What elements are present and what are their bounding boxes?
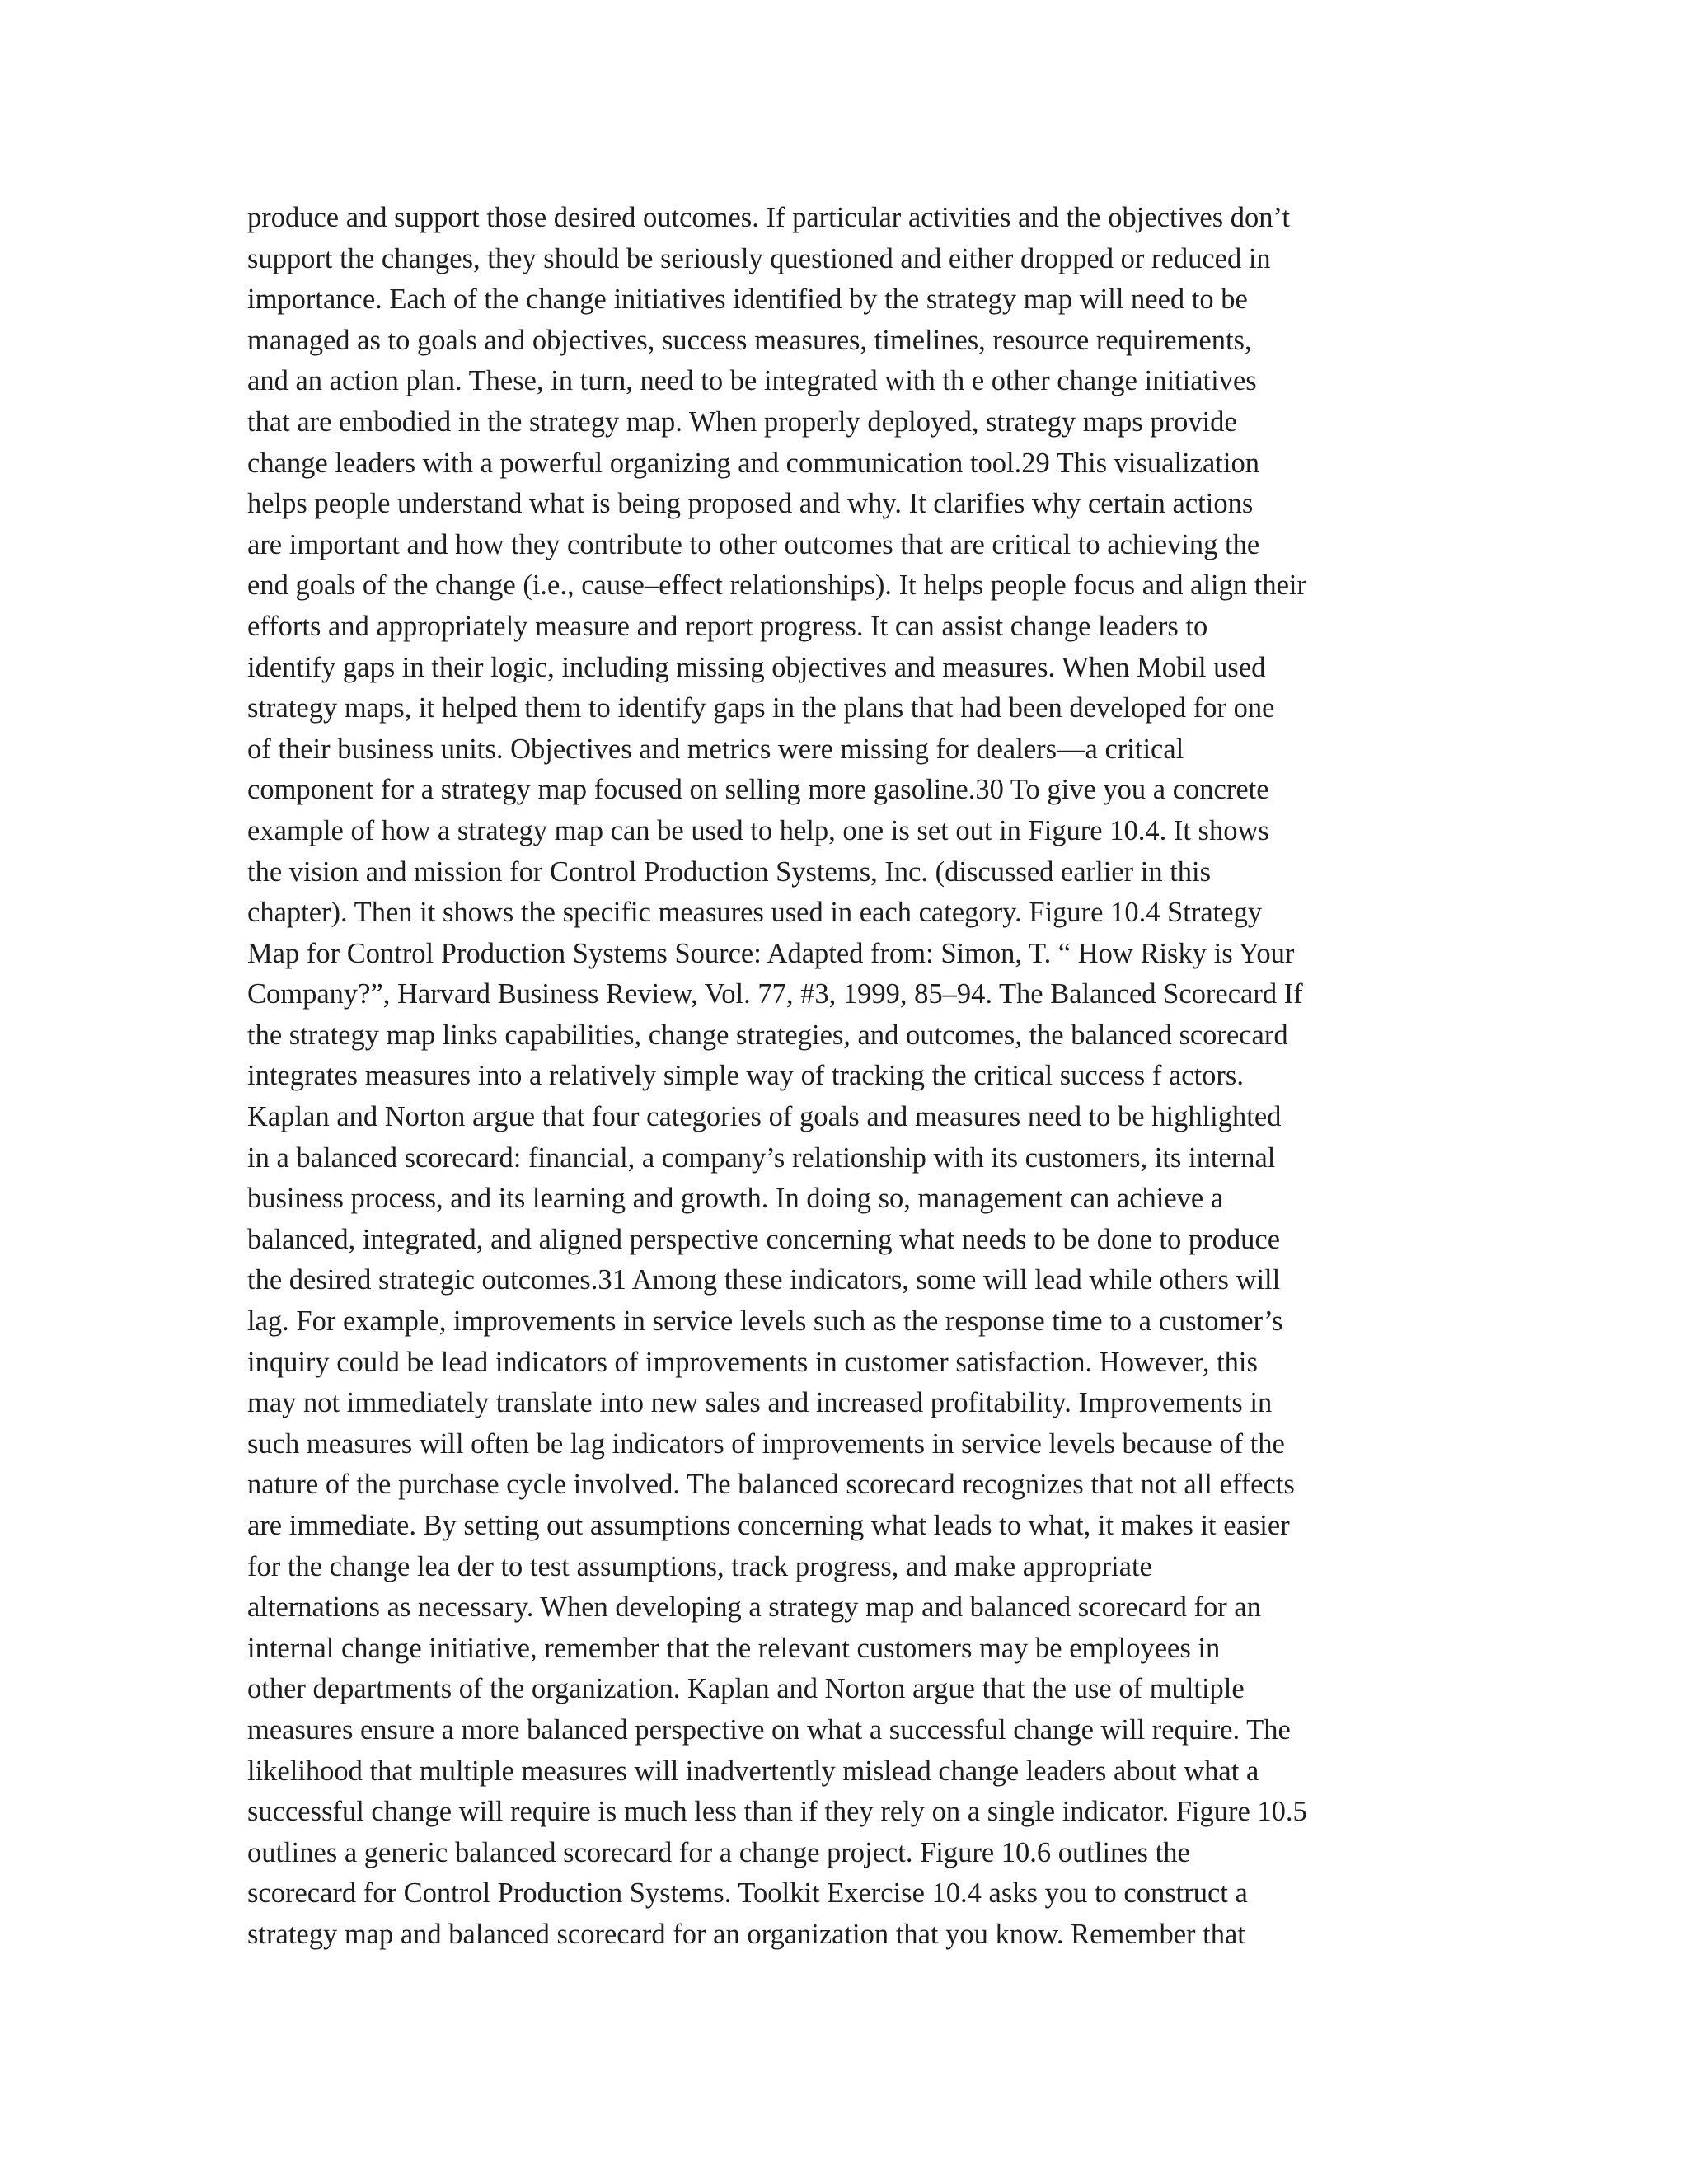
text-line: lag. For example, improvements in service levels such as the response time to a customer’s xyxy=(247,1305,1283,1338)
text-line: the vision and mission for Control Production Systems, Inc. (discussed earlier in this xyxy=(247,855,1212,888)
text-line: likelihood that multiple measures will inadvertently mislead change leaders about what a xyxy=(247,1755,1259,1787)
text-line: Kaplan and Norton argue that four categories of goals and measures need to be highlighted xyxy=(247,1101,1282,1133)
text-line: chapter). Then it shows the specific measures used in each category. Figure 10.4 Strategy xyxy=(247,897,1263,929)
text-line: that are embodied in the strategy map. When properly deployed, strategy maps provide xyxy=(247,405,1237,438)
text-line: business process, and its learning and growth. In doing so, management can achieve a xyxy=(247,1183,1224,1215)
text-line: managed as to goals and objectives, success measures, timelines, resource requirements, xyxy=(247,324,1252,356)
text-line: scorecard for Control Production Systems. Toolkit Exercise 10.4 asks you to construct a xyxy=(247,1877,1248,1910)
text-line: produce and support those desired outcomes. If particular activities and the objectives don’t xyxy=(247,202,1290,233)
text-line: Map for Control Production Systems Source: Adapted from: Simon, T. “ How Risky is Your xyxy=(247,937,1295,969)
text-line: efforts and appropriately measure and report progress. It can assist change leaders to xyxy=(247,610,1208,642)
text-line: are immediate. By setting out assumptions concerning what leads to what, it makes it easier xyxy=(247,1510,1290,1541)
text-line: inquiry could be lead indicators of improvements in customer satisfaction. However, this xyxy=(247,1346,1258,1378)
text-line: importance. Each of the change initiatives identified by the strategy map will need to be xyxy=(247,284,1248,316)
text-line: and an action plan. These, in turn, need to be integrated with th e other change initiatives xyxy=(247,365,1257,397)
text-line: alternations as necessary. When developing a strategy map and balanced scorecard for an xyxy=(247,1591,1261,1624)
text-line: balanced, integrated, and aligned perspective concerning what needs to be done to produce xyxy=(247,1223,1281,1255)
text-line: Company?”, Harvard Business Review, Vol. 77, #3, 1999, 85–94. The Balanced Scorecard If xyxy=(247,978,1303,1010)
text-line: for the change lea der to test assumptions, track progress, and make appropriate xyxy=(247,1550,1152,1582)
text-line: successful change will require is much less than if they rely on a single indicator. Figure 10.5 xyxy=(247,1796,1307,1828)
text-line: strategy map and balanced scorecard for an organization that you know. Remember that xyxy=(247,1918,1245,1950)
text-line: the desired strategic outcomes.31 Among these indicators, some will lead while others will xyxy=(247,1264,1281,1296)
text-line: may not immediately translate into new sales and increased profitability. Improvements in xyxy=(247,1387,1273,1419)
text-line: end goals of the change (i.e., cause–effect relationships). It helps people focus and align their xyxy=(247,569,1306,602)
text-line: internal change initiative, remember that the relevant customers may be employees in xyxy=(247,1632,1221,1664)
text-line: change leaders with a powerful organizing and communication tool.29 This visualization xyxy=(247,447,1259,479)
text-line: in a balanced scorecard: financial, a company’s relationship with its customers, its internal xyxy=(247,1141,1276,1174)
text-line: integrates measures into a relatively simple way of tracking the critical success f actors. xyxy=(247,1060,1244,1092)
text-line: outlines a generic balanced scorecard for a change project. Figure 10.6 outlines the xyxy=(247,1836,1190,1868)
text-line: component for a strategy map focused on selling more gasoline.30 To give you a concrete xyxy=(247,774,1269,806)
text-line: strategy maps, it helped them to identify gaps in the plans that had been developed for one xyxy=(247,692,1275,724)
text-line: of their business units. Objectives and metrics were missing for dealers—a critical xyxy=(247,733,1184,765)
text-line: the strategy map links capabilities, change strategies, and outcomes, the balanced scorecard xyxy=(247,1019,1288,1051)
text-line: identify gaps in their logic, including missing objectives and measures. When Mobil used xyxy=(247,651,1266,683)
text-line: support the changes, they should be seriously questioned and either dropped or reduced in xyxy=(247,242,1271,274)
text-line: nature of the purchase cycle involved. The balanced scorecard recognizes that not all effects xyxy=(247,1469,1295,1501)
body-text xyxy=(247,198,1451,1956)
text-line: helps people understand what is being proposed and why. It clarifies why certain actions xyxy=(247,488,1254,520)
text-line: example of how a strategy map can be used to help, one is set out in Figure 10.4. It shows xyxy=(247,814,1269,846)
text-line: such measures will often be lag indicators of improvements in service levels because of the xyxy=(247,1427,1285,1460)
text-line: are important and how they contribute to other outcomes that are critical to achieving the xyxy=(247,528,1260,560)
text-line: measures ensure a more balanced perspective on what a successful change will require. The xyxy=(247,1713,1291,1746)
text-line: other departments of the organization. Kaplan and Norton argue that the use of multiple xyxy=(247,1673,1245,1705)
